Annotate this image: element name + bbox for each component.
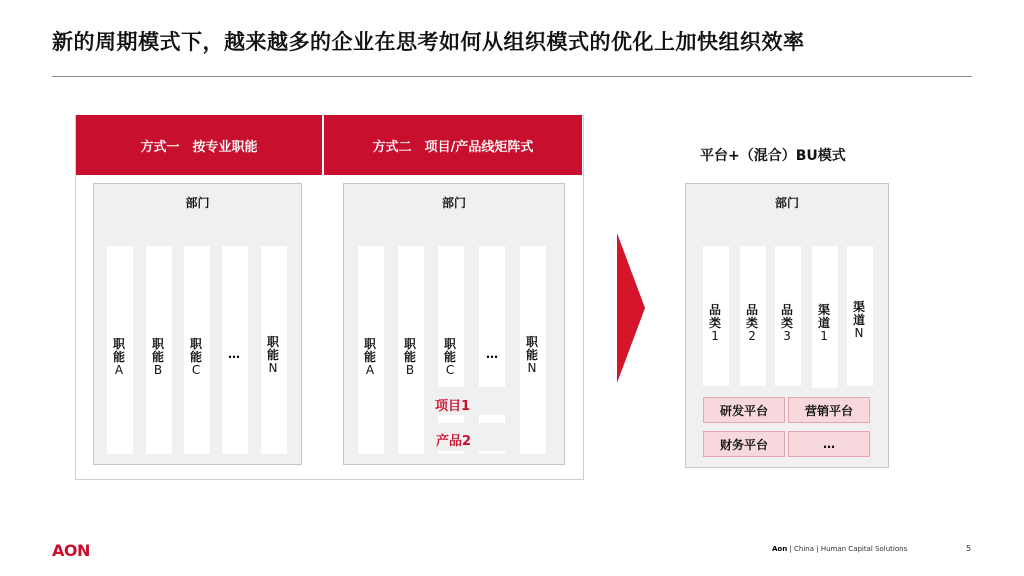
mode1-function-label: 职 能 B — [152, 337, 165, 377]
mode3-title: 平台+（混合）BU模式 — [700, 148, 846, 164]
mode2-department-panel — [343, 183, 565, 465]
mode3-bu-label: 渠 道 1 — [818, 303, 831, 343]
mode2-header: 方式二 项目/产品线矩阵式 — [324, 115, 582, 175]
mode1-ellipsis: … — [228, 347, 240, 361]
mode1-function-label: 职 能 A — [113, 337, 126, 377]
mode2-function-label: 职 能 N — [526, 335, 539, 375]
platform-marketing: 营销平台 — [788, 397, 870, 423]
transition-arrow-icon — [617, 233, 647, 383]
mode1-header: 方式一 按专业职能 — [76, 115, 322, 175]
footer-brand: Aon — [772, 545, 788, 553]
platform-more: … — [788, 431, 870, 457]
mode3-department-panel — [685, 183, 889, 468]
mode2-function-label: 职 能 A — [364, 337, 377, 377]
project-label: 项目1 — [435, 399, 471, 414]
page-number: 5 — [966, 544, 972, 553]
mode3-bu-label: 渠 道 N — [853, 300, 866, 340]
title-divider — [52, 76, 972, 77]
mode2-ellipsis: … — [486, 347, 498, 361]
mode1-department-title: 部门 — [185, 196, 210, 210]
mode3-bu-label: 品 类 3 — [781, 303, 794, 343]
mode1-department-panel — [93, 183, 302, 465]
footer-subtitle: | China | Human Capital Solutions — [787, 545, 908, 553]
mode3-bu-label: 品 类 1 — [709, 303, 722, 343]
aon-logo: AON — [52, 541, 90, 560]
platform-rd: 研发平台 — [703, 397, 785, 423]
page-title: 新的周期模式下，越来越多的企业在思考如何从组织模式的优化上加快组织效率 — [52, 30, 805, 54]
product-label: 产品2 — [436, 434, 472, 449]
mode1-function-label: 职 能 N — [267, 335, 280, 375]
footer-text — [772, 545, 907, 553]
mode2-function-label: 职 能 B — [404, 337, 417, 377]
platform-finance: 财务平台 — [703, 431, 785, 457]
mode2-function-label: 职 能 C — [444, 337, 457, 377]
mode2-department-title: 部门 — [441, 196, 466, 210]
mode1-function-label: 职 能 C — [190, 337, 203, 377]
mode3-department-title: 部门 — [774, 196, 799, 210]
mode3-bu-label: 品 类 2 — [746, 303, 759, 343]
